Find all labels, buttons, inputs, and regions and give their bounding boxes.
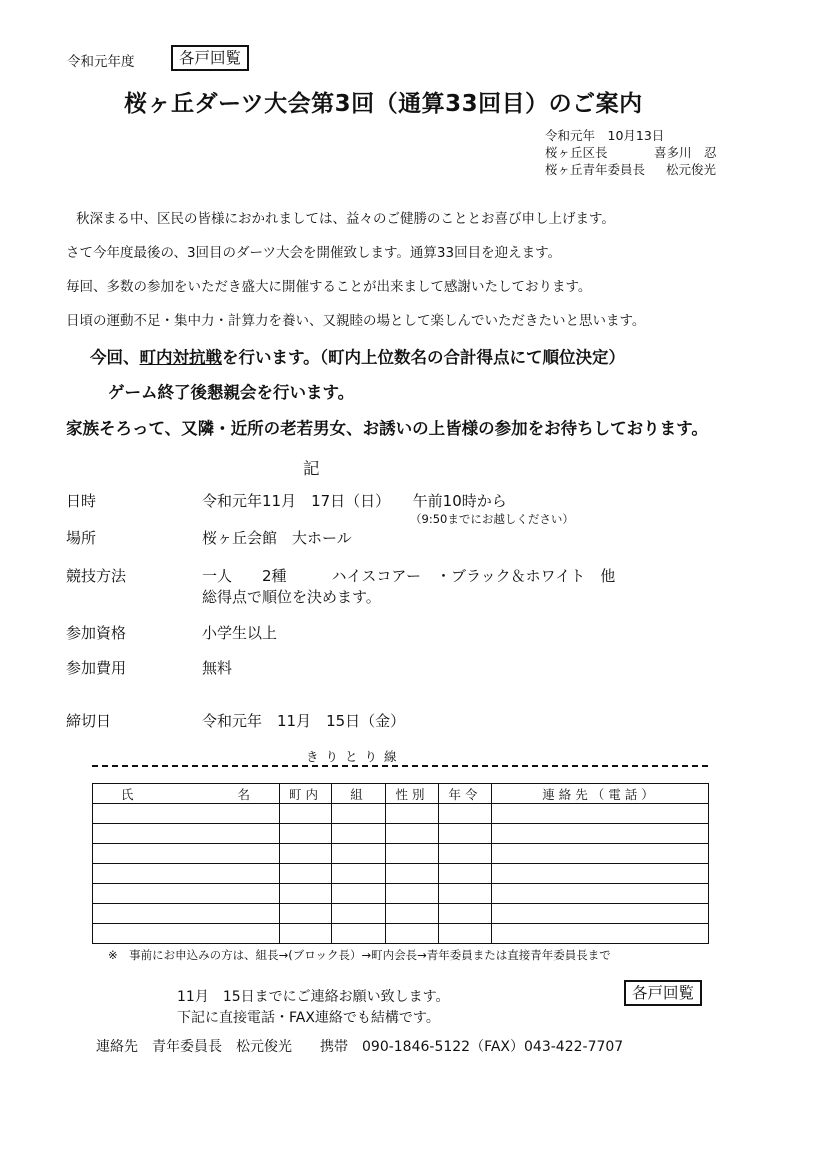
cell-gender[interactable] bbox=[386, 804, 439, 824]
col-gender: 性別 bbox=[386, 784, 439, 804]
cell-gender[interactable] bbox=[386, 824, 439, 844]
col-name-2: 名 bbox=[237, 786, 251, 802]
issuer2-role: 桜ヶ丘青年委員長 bbox=[545, 162, 646, 177]
form-header-row bbox=[93, 784, 709, 804]
qualification-value: 小学生以上 bbox=[202, 624, 278, 642]
fee-label: 参加費用 bbox=[66, 659, 127, 677]
footer-line-2: 下記に直接電話・FAX連絡でも結構です。 bbox=[177, 1010, 440, 1026]
application-form bbox=[92, 783, 709, 944]
method-value-1: 一人 2種 ハイスコアー ・ブラック＆ホワイト 他 bbox=[202, 567, 616, 585]
cell-town[interactable] bbox=[280, 804, 332, 824]
cell-group[interactable] bbox=[332, 904, 386, 924]
cell-age[interactable] bbox=[439, 864, 492, 884]
cell-town[interactable] bbox=[280, 884, 332, 904]
cell-contact[interactable] bbox=[492, 864, 709, 884]
cell-contact[interactable] bbox=[492, 924, 709, 944]
cell-age[interactable] bbox=[439, 904, 492, 924]
year-label: 令和元年度 bbox=[67, 54, 135, 70]
highlight-l1-b: 町内対抗戦 bbox=[139, 348, 222, 367]
cell-age[interactable] bbox=[439, 884, 492, 904]
cell-gender[interactable] bbox=[386, 884, 439, 904]
datetime-label: 日時 bbox=[66, 492, 97, 510]
issuer1-name: 喜多川 忍 bbox=[654, 145, 717, 160]
circulation-badge-bottom: 各戸回覧 bbox=[624, 980, 702, 1006]
ki-label: 記 bbox=[303, 459, 320, 478]
cell-gender[interactable] bbox=[386, 864, 439, 884]
intro-line-4: 日頃の運動不足・集中力・計算力を養い、又親睦の場として楽しんでいただきたいと思います。 bbox=[66, 313, 646, 329]
deadline-value: 令和元年 11月 15日（金） bbox=[202, 712, 406, 730]
cell-name[interactable] bbox=[93, 844, 280, 864]
cell-group[interactable] bbox=[332, 864, 386, 884]
cell-gender[interactable] bbox=[386, 844, 439, 864]
circulation-badge-top: 各戸回覧 bbox=[171, 45, 249, 71]
cell-group[interactable] bbox=[332, 824, 386, 844]
deadline-label: 締切日 bbox=[66, 712, 112, 730]
cell-name[interactable] bbox=[93, 824, 280, 844]
cell-contact[interactable] bbox=[492, 884, 709, 904]
cell-gender[interactable] bbox=[386, 904, 439, 924]
place-value: 桜ヶ丘会館 大ホール bbox=[202, 529, 352, 547]
cell-contact[interactable] bbox=[492, 804, 709, 824]
highlight-line-1 bbox=[90, 344, 625, 368]
table-row[interactable] bbox=[93, 884, 709, 904]
footer-line-1: 11月 15日までにご連絡お願い致します。 bbox=[177, 989, 450, 1005]
cell-town[interactable] bbox=[280, 864, 332, 884]
cell-town[interactable] bbox=[280, 904, 332, 924]
highlight-l1-a: 今回、 bbox=[90, 348, 140, 367]
cell-town[interactable] bbox=[280, 824, 332, 844]
datetime-value: 令和元年11月 17日（日） 午前10時から bbox=[202, 492, 507, 510]
place-label: 場所 bbox=[66, 529, 97, 547]
datetime-note: （9:50までにお越しください） bbox=[410, 512, 574, 526]
cell-contact[interactable] bbox=[492, 844, 709, 864]
table-row[interactable] bbox=[93, 824, 709, 844]
method-label: 競技方法 bbox=[66, 567, 127, 585]
intro-line-1: 秋深まる中、区民の皆様におかれましては、益々のご健勝のこととお喜び申し上げます。 bbox=[76, 211, 615, 227]
fee-value: 無料 bbox=[202, 659, 233, 677]
highlight-line-3: 家族そろって、又隣・近所の老若男女、お誘いの上皆様の参加をお待ちしております。 bbox=[66, 419, 708, 438]
submission-note: ※ 事前にお申込みの方は、組長→(ブロック長）→町内会長→青年委員または直接青年委員長まで bbox=[108, 948, 611, 962]
intro-line-3: 毎回、多数の参加をいただき盛大に開催することが出来まして感謝いたしております。 bbox=[66, 279, 592, 295]
col-group: 組 bbox=[332, 784, 386, 804]
intro-line-2: さて今年度最後の、3回目のダーツ大会を開催致します。通算33回目を迎えます。 bbox=[66, 245, 562, 261]
cell-contact[interactable] bbox=[492, 824, 709, 844]
highlight-l1-c: を行います。 bbox=[222, 348, 320, 367]
cut-line bbox=[92, 765, 708, 767]
table-row[interactable] bbox=[93, 804, 709, 824]
cell-age[interactable] bbox=[439, 844, 492, 864]
col-name-1: 氏 bbox=[121, 786, 134, 802]
qualification-label: 参加資格 bbox=[66, 624, 127, 642]
contact-line: 連絡先 青年委員長 松元俊光 携帯 090-1846-5122（FAX）043-422-7707 bbox=[96, 1039, 624, 1055]
cut-line-label: きりとり線 bbox=[306, 749, 404, 764]
cell-name[interactable] bbox=[93, 904, 280, 924]
cell-age[interactable] bbox=[439, 924, 492, 944]
highlight-l1-d: （町内上位数名の合計得点にて順位決定） bbox=[319, 348, 625, 367]
cell-name[interactable] bbox=[93, 884, 280, 904]
issuer1-role: 桜ヶ丘区長 bbox=[545, 145, 608, 160]
cell-town[interactable] bbox=[280, 844, 332, 864]
method-value-2: 総得点で順位を決めます。 bbox=[202, 588, 381, 606]
issue-date: 令和元年 10月13日 bbox=[545, 128, 665, 143]
cell-contact[interactable] bbox=[492, 904, 709, 924]
page-title: 桜ヶ丘ダーツ大会第3回（通算33回目）のご案内 bbox=[124, 91, 643, 117]
table-row[interactable] bbox=[93, 924, 709, 944]
cell-group[interactable] bbox=[332, 884, 386, 904]
cell-name[interactable] bbox=[93, 804, 280, 824]
cell-name[interactable] bbox=[93, 924, 280, 944]
col-contact: 連絡先（電話） bbox=[492, 784, 709, 804]
col-town: 町内 bbox=[280, 784, 332, 804]
cell-age[interactable] bbox=[439, 804, 492, 824]
table-row[interactable] bbox=[93, 904, 709, 924]
cell-group[interactable] bbox=[332, 844, 386, 864]
table-row[interactable] bbox=[93, 864, 709, 884]
highlight-line-2: ゲーム終了後懇親会を行います。 bbox=[108, 383, 355, 402]
cell-group[interactable] bbox=[332, 804, 386, 824]
col-name bbox=[93, 784, 280, 804]
cell-age[interactable] bbox=[439, 824, 492, 844]
cell-name[interactable] bbox=[93, 864, 280, 884]
cell-gender[interactable] bbox=[386, 924, 439, 944]
cell-town[interactable] bbox=[280, 924, 332, 944]
table-row[interactable] bbox=[93, 844, 709, 864]
col-age: 年令 bbox=[439, 784, 492, 804]
cell-group[interactable] bbox=[332, 924, 386, 944]
issuer2-name: 松元俊光 bbox=[666, 162, 717, 177]
